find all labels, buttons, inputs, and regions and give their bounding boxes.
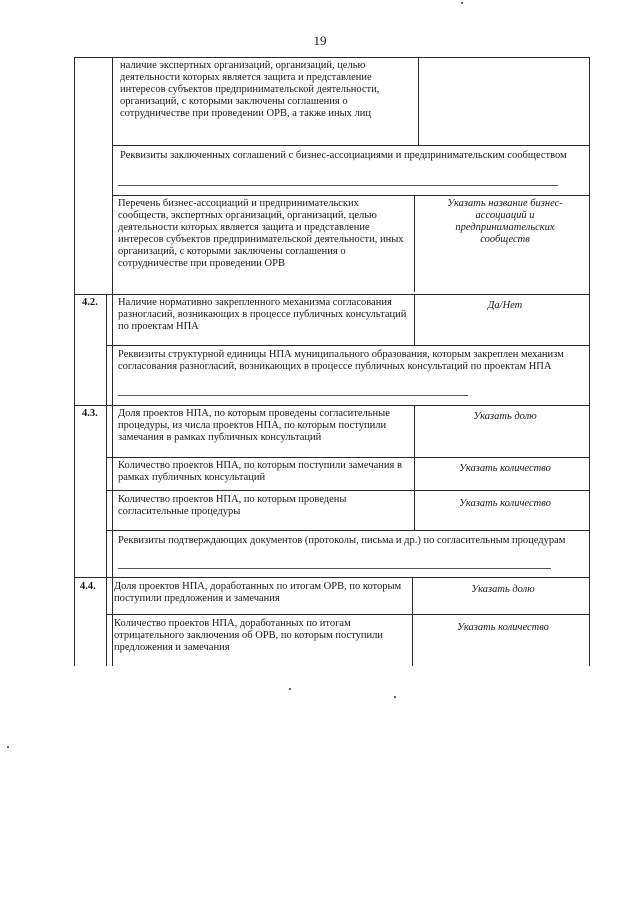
- row-text: Доля проектов НПА, по которым проведены согласительные процедуры, из числа проектов НПА, по которым поступили замечания в рамках публичных консультаций: [118, 408, 390, 443]
- row-value: Указать количество: [459, 463, 551, 474]
- row-text: Реквизиты структурной единицы НПА муниципального образования, которым закреплен механизм согласования разногласий, возникающих в процессе публичных консультаций по проектам НПА: [118, 349, 564, 372]
- row-divider: [74, 405, 590, 406]
- scan-speck: [289, 688, 291, 690]
- row-text: Количество проектов НПА, доработанных по итогам отрицательного заключения об ОРВ, по которым поступили предложения и замечания: [114, 618, 383, 653]
- row-text: Количество проектов НПА, по которым поступили замечания в рамках публичных консультаций: [118, 460, 402, 483]
- page-number: 19: [313, 33, 327, 48]
- row-number: 4.3.: [82, 408, 98, 419]
- row-divider: [106, 457, 590, 458]
- row-value: Указать количество: [457, 622, 549, 633]
- row-divider: [74, 577, 590, 578]
- blank-fill-line: [118, 395, 468, 396]
- value-column-divider: [414, 295, 415, 345]
- row-divider: [106, 530, 590, 531]
- number-column-divider: [112, 57, 113, 666]
- value-column-divider: [414, 406, 415, 530]
- row-divider: [106, 490, 590, 491]
- row-value: Указать название бизнес-ассоциаций и предпринимательских сообществ: [447, 198, 563, 245]
- value-column-divider: [418, 57, 419, 145]
- row-text: Доля проектов НПА, доработанных по итогам ОРВ, по которым поступили предложения и замечания: [114, 581, 402, 604]
- row-text: Реквизиты заключенных соглашений с бизнес-ассоциациями и предпринимательским сообществом: [120, 150, 567, 161]
- blank-fill-line: [118, 185, 558, 186]
- row-number: 4.4.: [80, 581, 96, 592]
- table-border-right: [589, 57, 590, 666]
- row-divider: [106, 345, 590, 346]
- row-value: Да/Нет: [487, 300, 523, 311]
- row-value: Указать долю: [473, 411, 537, 422]
- row-text: наличие экспертных организаций, организаций, целью деятельности которых является защита и представление интересов субъектов предпринимательской деятельности, организаций, с которыми заключены соглашения о сотрудничестве при проведении ОРВ, а также иных лиц: [120, 60, 380, 119]
- row-text: Количество проектов НПА, по которым проведены согласительные процедуры: [118, 494, 347, 517]
- row-text: Перечень бизнес-ассоциаций и предпринимательских сообществ, экспертных организаций, организаций, целью деятельности которых является защита и представление интересов субъектов предпринимательской деятельности, иных организаций, с которыми заключены соглашения о сотрудничестве при проведении ОРВ: [118, 198, 404, 269]
- table-border-left: [74, 57, 75, 666]
- value-column-divider: [414, 195, 415, 292]
- row-divider: [112, 145, 590, 146]
- scan-speck: [461, 2, 463, 4]
- scan-speck: [394, 696, 396, 698]
- value-column-divider: [412, 578, 413, 666]
- row-text: Реквизиты подтверждающих документов (протоколы, письма и др.) по согласительным процедурам: [118, 535, 566, 546]
- blank-fill-line: [118, 568, 551, 569]
- row-divider: [112, 195, 590, 196]
- row-divider: [106, 614, 590, 615]
- row-text: Наличие нормативно закрепленного механизма согласования разногласий, возникающих в процессе публичных консультаций по проектам НПА: [118, 297, 407, 332]
- row-number: 4.2.: [82, 297, 98, 308]
- row-divider: [74, 294, 590, 295]
- content-column-left: [106, 295, 107, 666]
- scan-speck: [7, 746, 9, 748]
- row-value: Указать количество: [459, 498, 551, 509]
- table-border-top: [74, 57, 590, 58]
- row-value: Указать долю: [471, 584, 535, 595]
